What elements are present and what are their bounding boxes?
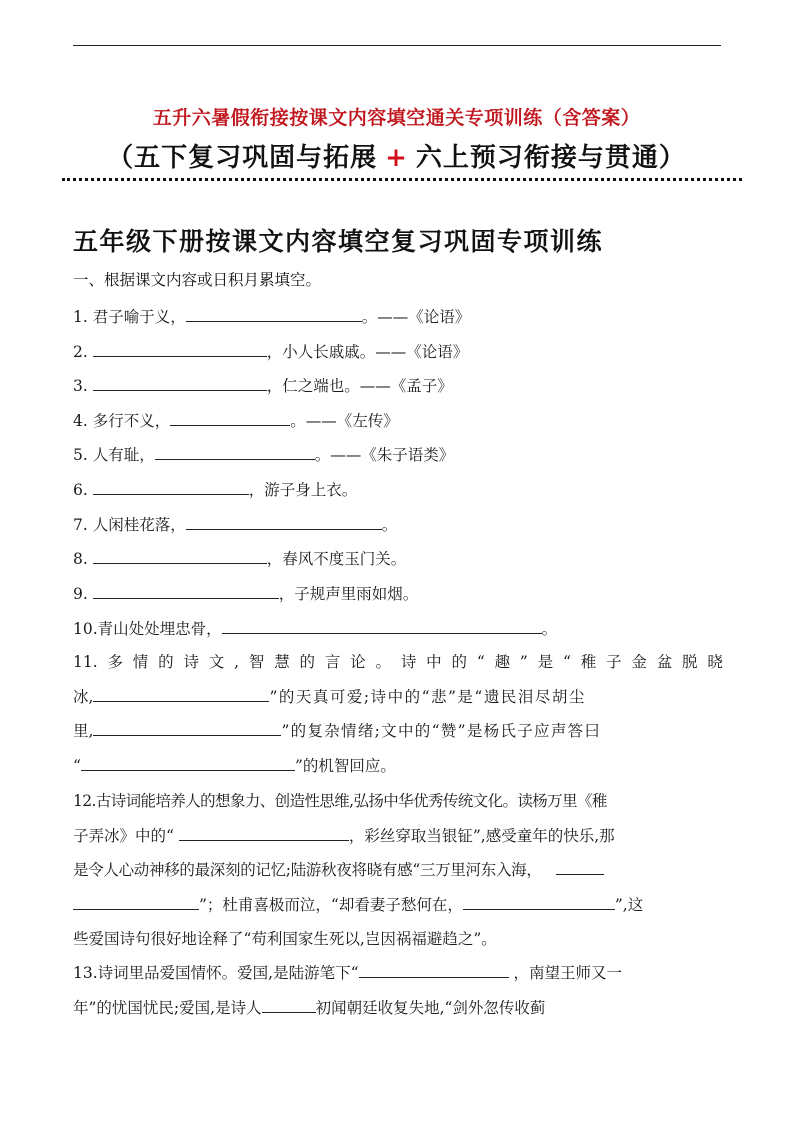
answer-blank[interactable]	[81, 755, 295, 771]
question-text: 。——《左传》	[290, 412, 399, 430]
text-seg: 金	[631, 653, 647, 671]
question-13	[73, 956, 723, 1025]
text-seg: 诗	[183, 653, 199, 671]
question-number: 9.	[73, 585, 88, 603]
answer-blank[interactable]	[93, 583, 279, 599]
answer-blank[interactable]	[155, 444, 315, 460]
text-seg: 是令人心动神移的最深刻的记忆;陆游秋夜将晓有感“三万里河东入海，	[73, 861, 542, 879]
question-line	[73, 714, 723, 749]
answer-blank[interactable]	[179, 825, 349, 841]
question-number: 4.	[73, 412, 88, 430]
question-line	[73, 645, 723, 680]
question-text: ，游子身上衣。	[248, 481, 358, 499]
text-seg: 文	[208, 653, 225, 671]
answer-blank[interactable]	[262, 997, 316, 1013]
question-3	[73, 374, 453, 396]
document-title: 五升六暑假衔接按课文内容填空通关专项训练（含答案）	[152, 107, 641, 129]
question-10	[73, 617, 557, 639]
question-text: 。——《论语》	[361, 308, 471, 326]
text-seg: ”的机智回应。	[294, 756, 396, 775]
text-seg: 年”的忧国忧民;爱国,是诗人	[73, 998, 262, 1017]
question-6	[73, 478, 357, 500]
plus-sign: +	[385, 143, 408, 173]
question-number: 10.	[73, 620, 98, 638]
text-seg: 盆	[656, 653, 673, 671]
section-title: 五年级下册按课文内容填空复习巩固专项训练	[73, 227, 604, 256]
question-4	[73, 409, 399, 431]
question-text: ，仁之端也。——《孟子》	[266, 377, 453, 395]
text-seg: 智	[248, 653, 265, 671]
text-seg: ”	[519, 653, 528, 671]
text-seg: 冰,	[73, 687, 94, 706]
text-seg: 11.	[73, 653, 98, 671]
text-seg: 诗	[400, 653, 417, 671]
text-seg: 子弄冰》中的“	[73, 826, 174, 845]
question-12	[73, 784, 723, 957]
question-text: 人有耻，	[92, 446, 155, 464]
text-seg: “	[562, 653, 571, 671]
text-seg: 多	[107, 653, 123, 671]
text-seg: ”,这	[614, 895, 644, 914]
answer-blank[interactable]	[222, 618, 542, 634]
top-rule	[73, 45, 721, 46]
text-seg: 的	[158, 653, 174, 671]
question-text: 君子喻于义，	[92, 308, 186, 326]
text-seg: 中	[426, 653, 442, 671]
text-seg: 。	[375, 653, 392, 671]
question-2	[73, 340, 468, 362]
answer-blank[interactable]	[93, 375, 267, 391]
question-text: ，春风不度玉门关。	[266, 550, 407, 568]
answer-blank[interactable]	[463, 894, 615, 910]
text-seg: 初闻朝廷收复失地,“剑外忽传收蓟	[315, 998, 546, 1017]
answer-blank[interactable]	[186, 306, 362, 322]
text-seg: ”；杜甫喜极而泣，“却看妻子愁何在，	[199, 895, 463, 914]
text-seg: 脱	[682, 653, 698, 671]
question-text: 。——《朱子语类》	[314, 446, 455, 464]
subtitle-part-b: 六上预习衔接与贯通）	[415, 143, 686, 173]
text-seg: 13.诗词里品爱国情怀。爱国,是陆游笔下“	[73, 964, 359, 982]
question-5	[73, 443, 454, 465]
text-seg: 子	[606, 653, 622, 671]
question-line	[73, 991, 723, 1026]
question-line	[73, 819, 723, 854]
subtitle-part-a: （五下复习巩固与拓展	[107, 143, 378, 173]
text-seg: 里,	[73, 722, 94, 740]
text-seg: ”的天真可爱;诗中的“悲”是“遗民泪尽胡尘	[269, 687, 586, 706]
text-seg: 的	[299, 653, 316, 671]
question-text: 多行不义，	[92, 412, 171, 430]
question-number: 6.	[73, 481, 88, 499]
text-seg: 的	[451, 653, 467, 671]
text-seg: ”的复杂情绪;文中的“赞”是杨氏子应声答曰	[281, 722, 602, 740]
text-seg: ,	[234, 653, 240, 671]
answer-blank[interactable]	[170, 410, 290, 426]
question-line	[73, 888, 723, 923]
answer-blank[interactable]	[93, 720, 281, 736]
question-line: 些爱国诗句很好地诠释了“苟利国家生死以,岂因祸福避趋之”。	[73, 930, 497, 948]
answer-blank[interactable]	[93, 341, 267, 357]
answer-blank[interactable]	[359, 962, 509, 978]
answer-blank[interactable]	[93, 479, 249, 495]
question-text: ，小人长戚戚。——《论语》	[266, 343, 469, 361]
text-seg: ，南望王师又一	[513, 964, 622, 982]
answer-blank[interactable]	[73, 894, 199, 910]
text-seg: ，彩丝穿取当银钲”,感受童年的快乐,那	[348, 826, 615, 845]
text-seg: “	[476, 653, 485, 671]
question-1	[73, 305, 470, 327]
question-text: 人闲桂花落，	[92, 516, 186, 534]
text-seg: 趣	[494, 653, 511, 671]
answer-blank[interactable]	[93, 686, 269, 702]
question-number: 3.	[73, 377, 88, 395]
question-8	[73, 547, 406, 569]
question-9	[73, 582, 418, 604]
answer-blank[interactable]	[93, 548, 267, 564]
question-line: 12.古诗词能培养人的想象力、创造性思维,弘扬中华优秀传统文化。读杨万里《稚	[73, 792, 607, 810]
answer-blank[interactable]	[556, 859, 604, 875]
question-7	[73, 513, 397, 535]
text-seg: 是	[537, 653, 554, 671]
question-number: 1.	[73, 308, 88, 326]
question-11	[73, 645, 723, 783]
answer-blank[interactable]	[186, 514, 382, 530]
part-title: 一、根据课文内容或日积月累填空。	[73, 271, 322, 289]
question-line	[73, 680, 723, 715]
question-number: 2.	[73, 343, 88, 361]
question-number: 8.	[73, 550, 88, 568]
text-seg: “	[73, 756, 81, 775]
dotted-divider	[62, 178, 742, 181]
question-text: ，子规声里雨如烟。	[278, 585, 419, 603]
text-seg: 言	[324, 653, 341, 671]
question-number: 7.	[73, 516, 88, 534]
question-line	[73, 749, 723, 784]
question-text: 青山处处埋忠骨，	[97, 620, 222, 638]
text-seg: 慧	[274, 653, 290, 671]
question-line	[73, 853, 723, 888]
document-subtitle	[0, 137, 793, 174]
text-seg: 稚	[580, 653, 597, 671]
question-number: 5.	[73, 446, 88, 464]
text-seg: 晓	[707, 653, 723, 671]
question-text: 。	[381, 516, 398, 534]
text-seg: 论	[350, 653, 366, 671]
question-line	[73, 956, 723, 991]
text-seg: 情	[132, 653, 149, 671]
question-text: 。	[541, 620, 558, 638]
